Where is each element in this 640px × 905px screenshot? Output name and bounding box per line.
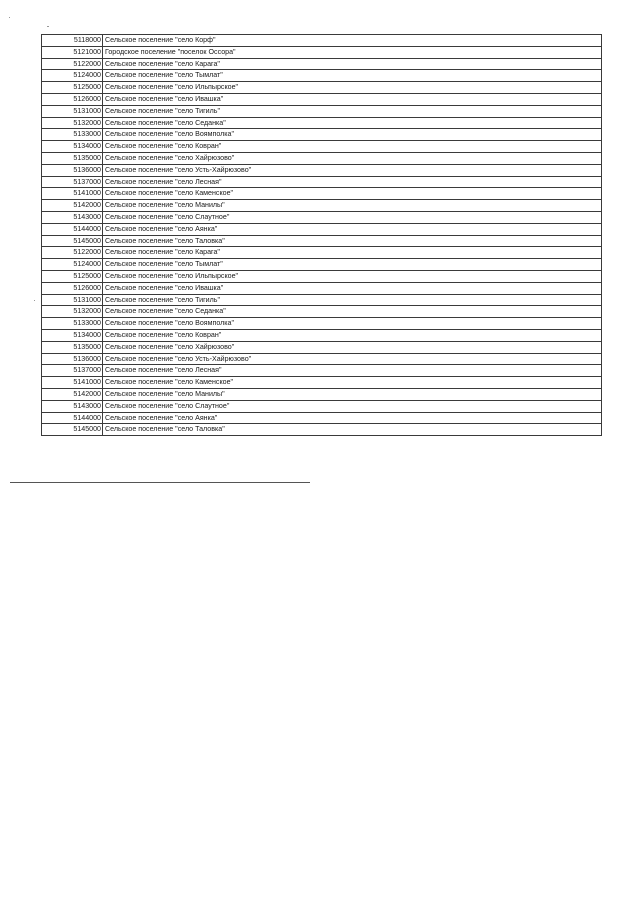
settlement-code-cell: 5131000	[42, 294, 103, 306]
table-row	[42, 306, 602, 318]
table-row	[42, 70, 602, 82]
table-row	[42, 318, 602, 330]
settlement-code-cell: 5143000	[42, 211, 103, 223]
settlement-code-cell: 5145000	[42, 235, 103, 247]
table-row	[42, 377, 602, 389]
table-row	[42, 188, 602, 200]
settlement-name-cell: Сельское поселение "село Ивашка"	[103, 93, 602, 105]
settlement-code-cell: 5118000	[42, 35, 103, 47]
settlement-code-cell: 5132000	[42, 117, 103, 129]
table-row	[42, 282, 602, 294]
scan-speck	[9, 17, 10, 18]
table-row	[42, 141, 602, 153]
settlement-name-cell: Сельское поселение "село Таловка"	[103, 235, 602, 247]
settlement-name-cell: Сельское поселение "село Таловка"	[103, 424, 602, 436]
settlement-name-cell: Сельское поселение "село Слаутное"	[103, 400, 602, 412]
table-row	[42, 247, 602, 259]
table-row	[42, 353, 602, 365]
settlement-name-cell: Сельское поселение "село Тигиль"	[103, 294, 602, 306]
settlement-name-cell: Сельское поселение "село Корф"	[103, 35, 602, 47]
table-row	[42, 35, 602, 47]
settlement-name-cell: Сельское поселение "село Ивашка"	[103, 282, 602, 294]
settlement-name-cell: Сельское поселение "село Хайрюзово"	[103, 341, 602, 353]
settlement-name-cell: Сельское поселение "село Тымлат"	[103, 259, 602, 271]
settlement-name-cell: Сельское поселение "село Каменское"	[103, 377, 602, 389]
table-row	[42, 259, 602, 271]
table-row	[42, 164, 602, 176]
settlement-code-cell: 5141000	[42, 188, 103, 200]
settlement-name-cell: Сельское поселение "село Слаутное"	[103, 211, 602, 223]
settlement-code-cell: 5121000	[42, 46, 103, 58]
settlement-name-cell: Сельское поселение "село Лесная"	[103, 365, 602, 377]
table-row	[42, 211, 602, 223]
table-row	[42, 152, 602, 164]
table-row	[42, 223, 602, 235]
table-row	[42, 105, 602, 117]
table-row	[42, 424, 602, 436]
table-row	[42, 235, 602, 247]
table-row	[42, 329, 602, 341]
settlement-code-cell: 5143000	[42, 400, 103, 412]
settlement-code-cell: 5134000	[42, 141, 103, 153]
settlement-code-cell: 5142000	[42, 200, 103, 212]
settlement-name-cell: Сельское поселение "село Седанка"	[103, 117, 602, 129]
settlement-code-cell: 5134000	[42, 329, 103, 341]
settlement-name-cell: Сельское поселение "село Ковран"	[103, 329, 602, 341]
settlement-code-cell: 5131000	[42, 105, 103, 117]
settlement-name-cell: Сельское поселение "село Манилы"	[103, 388, 602, 400]
settlement-name-cell: Сельское поселение "село Хайрюзово"	[103, 152, 602, 164]
table-row	[42, 58, 602, 70]
settlement-code-cell: 5132000	[42, 306, 103, 318]
footnote-rule	[10, 482, 310, 483]
settlement-name-cell: Сельское поселение "село Ильпырское"	[103, 82, 602, 94]
settlement-code-cell: 5136000	[42, 353, 103, 365]
settlement-name-cell: Сельское поселение "село Аянка"	[103, 223, 602, 235]
table-row	[42, 388, 602, 400]
scan-speck	[47, 26, 49, 27]
table-row	[42, 93, 602, 105]
settlement-name-cell: Сельское поселение "село Усть-Хайрюзово"	[103, 164, 602, 176]
settlement-code-cell: 5125000	[42, 82, 103, 94]
settlement-code-cell: 5144000	[42, 223, 103, 235]
table-row	[42, 129, 602, 141]
settlement-code-cell: 5122000	[42, 247, 103, 259]
table-row	[42, 176, 602, 188]
settlement-code-cell: 5124000	[42, 259, 103, 271]
settlement-code-cell: 5136000	[42, 164, 103, 176]
settlement-code-cell: 5133000	[42, 129, 103, 141]
settlement-codes-table	[41, 34, 602, 436]
settlement-code-cell: 5133000	[42, 318, 103, 330]
settlement-name-cell: Сельское поселение "село Карага"	[103, 58, 602, 70]
settlement-code-cell: 5142000	[42, 388, 103, 400]
settlement-name-cell: Сельское поселение "село Карага"	[103, 247, 602, 259]
table-row	[42, 200, 602, 212]
table-row	[42, 412, 602, 424]
table-row	[42, 46, 602, 58]
settlement-code-cell: 5137000	[42, 365, 103, 377]
settlement-name-cell: Сельское поселение "село Манилы"	[103, 200, 602, 212]
table-row	[42, 365, 602, 377]
settlement-name-cell: Сельское поселение "село Воямполка"	[103, 318, 602, 330]
settlement-code-cell: 5135000	[42, 152, 103, 164]
settlement-code-cell: 5124000	[42, 70, 103, 82]
settlement-name-cell: Сельское поселение "село Тигиль"	[103, 105, 602, 117]
table-row	[42, 82, 602, 94]
table-row	[42, 117, 602, 129]
settlement-name-cell: Сельское поселение "село Лесная"	[103, 176, 602, 188]
scan-speck	[34, 300, 35, 301]
settlement-name-cell: Сельское поселение "село Каменское"	[103, 188, 602, 200]
settlement-code-cell: 5122000	[42, 58, 103, 70]
settlement-code-cell: 5125000	[42, 270, 103, 282]
settlement-code-cell: 5135000	[42, 341, 103, 353]
settlement-code-cell: 5126000	[42, 93, 103, 105]
settlement-code-cell: 5137000	[42, 176, 103, 188]
settlement-name-cell: Сельское поселение "село Ильпырское"	[103, 270, 602, 282]
settlement-code-cell: 5144000	[42, 412, 103, 424]
table-row	[42, 270, 602, 282]
table-row	[42, 400, 602, 412]
settlement-code-cell: 5141000	[42, 377, 103, 389]
settlement-name-cell: Сельское поселение "село Ковран"	[103, 141, 602, 153]
settlement-code-cell: 5126000	[42, 282, 103, 294]
table-row	[42, 294, 602, 306]
settlement-name-cell: Сельское поселение "село Аянка"	[103, 412, 602, 424]
settlement-codes-table-container	[41, 34, 602, 436]
table-row	[42, 341, 602, 353]
table-body	[42, 35, 602, 436]
settlement-name-cell: Сельское поселение "село Воямполка"	[103, 129, 602, 141]
settlement-name-cell: Городское поселение "поселок Оссора"	[103, 46, 602, 58]
settlement-name-cell: Сельское поселение "село Тымлат"	[103, 70, 602, 82]
settlement-code-cell: 5145000	[42, 424, 103, 436]
settlement-name-cell: Сельское поселение "село Седанка"	[103, 306, 602, 318]
settlement-name-cell: Сельское поселение "село Усть-Хайрюзово"	[103, 353, 602, 365]
